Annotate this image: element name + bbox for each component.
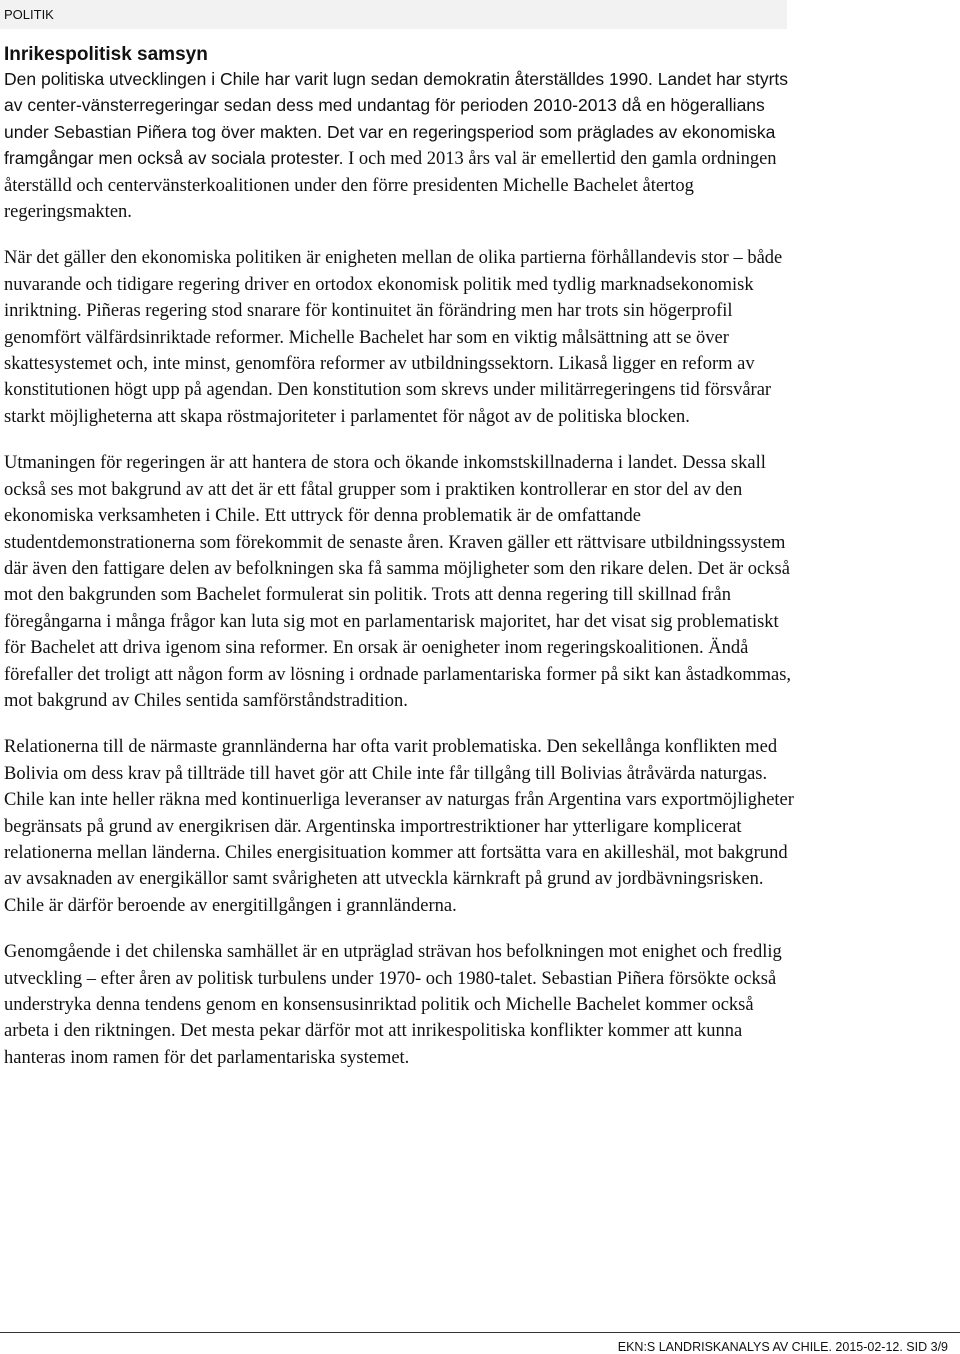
paragraph-intro bbox=[4, 66, 794, 225]
footer-divider bbox=[0, 1332, 960, 1333]
paragraph-challenges: Utmaningen för regeringen är att hantera de stora och ökande inkomstskillnaderna i landet. Dessa skall också ses mot bakgrund av att det är ett fåtal grupper som i praktiken kontrollerar en stor del av den ekonomiska verksamheten i Chile. Ett uttryck för denna problematik är de omfattande studentdemonstrationerna som förekommit de senaste åren. Kraven gäller ett rättvisare utbildningssystem där även den fattigare delen av befolkningen ska få samma möjligheter som den rikare delen. Det är också mot den bakgrunden som Bachelet formulerat sin politik. Trots att denna regering till skillnad från föregångarna i många frågor kan luta sig mot en parlamentarisk majoritet, har det visat sig problematiskt för Bachelet att driva igenom sina reformer. En orsak är oenigheter inom regeringskoalitionen. Ändå förefaller det troligt att någon form av lösning i ordnade parlamentariska former på sikt kan åstadkommas, mot bakgrund av Chiles sentida samförståndstradition. bbox=[4, 453, 792, 711]
paragraph-neighbour-relations: Relationerna till de närmaste grannländerna har ofta varit problematiska. Den sekellånga konflikten med Bolivia om dess krav på tillträde till havet gör att Chile inte får tillgång till Bolivias åtråvärda naturgas. Chile kan inte heller räkna med kontinuerliga leveranser av naturgas från Argentina vars exportmöjligheter begränsats på grund av energikrisen där. Argentinska importrestriktioner har ytterligare komplicerat relationerna mellan länderna. Chiles energisituation kommer att fortsätta vara en akilleshäl, mot bakgrund av avsaknaden av energikällor samt svårigheten att utveckla kärnkraft på grund av jordbävningsrisken. Chile är därför beroende av energitillgången i grannländerna. bbox=[4, 737, 794, 916]
section-header-bar bbox=[0, 0, 787, 29]
page-footer: EKN:S LANDRISKANALYS AV CHILE. 2015-02-12. SID 3/9 bbox=[617, 1340, 948, 1354]
paragraph-intro-serif-part: I och med 2013 års val är emellertid den gamla ordningen återställd och centervänsterkoalitionen under den förre presidenten Michelle Bachelet återtog regeringsmakten. bbox=[4, 149, 777, 223]
article-body bbox=[4, 44, 794, 1071]
article-title: Inrikespolitisk samsyn bbox=[4, 44, 208, 65]
paragraph-intro-sans-part: Den politiska utvecklingen i Chile har varit lugn sedan demokratin återställdes 1990. Landet har styrts av center-vänsterregeringar sedan dess med undantag för perioden 2010-2013 då en högerallians under Sebastian Piñera tog över makten. Det var en regeringsperiod som präglades av ekonomiska framgångar men också av sociala protester. bbox=[4, 69, 789, 169]
section-label: POLITIK bbox=[4, 7, 54, 22]
paragraph-economic-policy: När det gäller den ekonomiska politiken är enigheten mellan de olika partierna förhållandevis stor – både nuvarande och tidigare regering driver en ortodox ekonomisk politik med tydlig marknadsekonomisk inriktning. Piñeras regering stod snarare för kontinuitet än förändring men har trots sin högerprofil genomfört välfärdsinriktade reformer. Michelle Bachelet har som en viktig målsättning att se över skattesystemet och, inte minst, genomföra reformer av utbildningssektorn. Likaså ligger en reform av konstitutionen högt upp på agendan. Den konstitution som skrevs under militärregeringens tid försvårar starkt möjligheterna att skapa röstmajoriteter i parlamentet för något av de politiska blocken. bbox=[4, 248, 783, 427]
paragraph-consensus: Genomgående i det chilenska samhället är en utpräglad strävan hos befolkningen mot enighet och fredlig utveckling – efter åren av politisk turbulens under 1970- och 1980-talet. Sebastian Piñera försökte också understryka denna tendens genom en konsensusinriktad politik och Michelle Bachelet kommer också arbeta i den riktningen. Det mesta pekar därför mot att inrikespolitiska konflikter kommer att kunna hanteras inom ramen för det parlamentariska systemet. bbox=[4, 942, 782, 1068]
